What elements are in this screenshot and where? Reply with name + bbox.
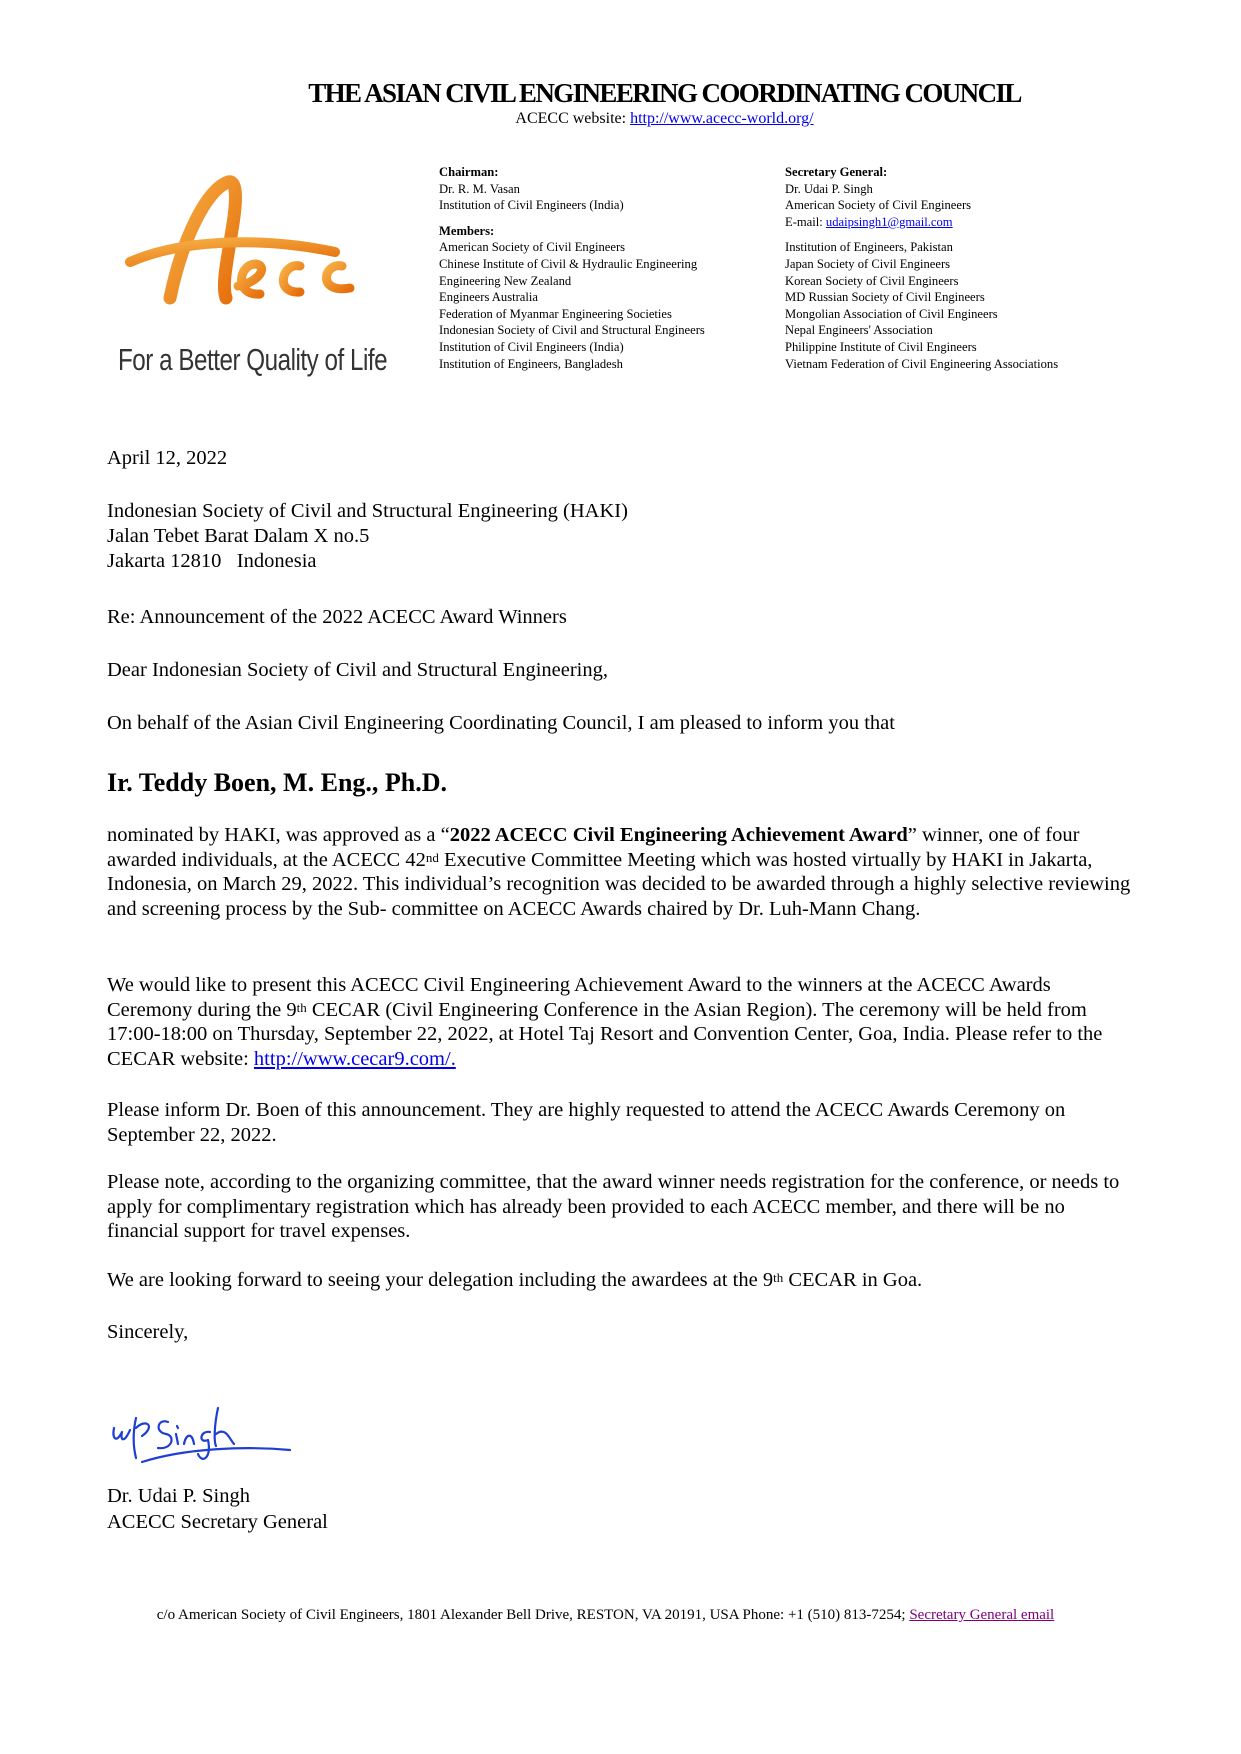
members-label: Members: [439, 223, 495, 238]
member-item: American Society of Civil Engineers [439, 240, 626, 255]
chairman-label: Chairman: [439, 165, 499, 179]
email-link[interactable]: udaipsingh1@gmail.com [825, 214, 953, 229]
secretary-email-link[interactable]: Secretary General email [909, 1607, 1055, 1623]
intro-paragraph: On behalf of the Asian Civil Engineering Coordinating Council, I am pleased to inform you that [107, 712, 895, 734]
member-item: Korean Society of Civil Engineers [785, 273, 959, 288]
chairman-org: Institution of Civil Engineers (India) [439, 198, 624, 213]
address-line: Jalan Tebet Barat Dalam X no.5 [107, 525, 370, 547]
secretary-general-org: American Society of Civil Engineers [785, 198, 972, 213]
letter-date: April 12, 2022 [107, 447, 228, 469]
member-item: Philippine Institute of Civil Engineers [785, 339, 977, 354]
member-item: Institution of Engineers, Pakistan [785, 240, 953, 255]
logo-tagline: For a Better Quality of Life [118, 342, 388, 377]
closing-paragraph: We are looking forward to seeing your delegation including the awardees at the 9th CECAR in Goa. [107, 1269, 923, 1291]
member-item: Vietnam Federation of Civil Engineering Associations [785, 356, 1059, 371]
member-item: Nepal Engineers' Association [785, 323, 933, 338]
website-line [0, 110, 1241, 128]
secretary-general-name: Dr. Udai P. Singh [785, 181, 873, 196]
inform-paragraph: Please inform Dr. Boen of this announcement. They are highly requested to attend the ACECC Awards Ceremony on September 22, 2022. [107, 1099, 1066, 1146]
secretary-members-column [785, 164, 1135, 372]
address-line: Indonesian Society of Civil and Structural Engineering (HAKI) [107, 500, 628, 522]
footer-address: c/o American Society of Civil Engineers, 1801 Alexander Bell Drive, RESTON, VA 20191, USA Phone: +1 (510) 813-7254; Secretary General email [156, 1607, 1055, 1623]
member-item: Japan Society of Civil Engineers [785, 256, 951, 271]
organization-title: THE ASIAN CIVIL ENGINEERING COORDINATING COUNCIL [308, 78, 1021, 108]
ceremony-paragraph: We would like to present this ACECC Civil Engineering Achievement Award to the winners at the ACECC Awards Ceremony during the 9th CECAR (Civil Engineering Conference in the Asian Region). The ceremony will be held from 17:00-18:00 on Thursday, September 22, 2022, at Hotel Taj Resort and Convention Center, Goa, India. Please refer to the CECAR website: http://www.cecar9.com/. [107, 974, 1103, 1070]
member-item: Engineering New Zealand [439, 273, 572, 288]
signer-name: Dr. Udai P. Singh [107, 1485, 250, 1507]
subject-line: Re: Announcement of the 2022 ACECC Award Winners [107, 606, 567, 628]
chairman-members-column [439, 164, 769, 372]
closing: Sincerely, [107, 1321, 189, 1343]
member-item: Engineers Australia [439, 290, 538, 305]
chairman-name: Dr. R. M. Vasan [439, 181, 520, 196]
salutation: Dear Indonesian Society of Civil and Structural Engineering, [107, 659, 608, 681]
address-line: Jakarta 12810 Indonesia [107, 550, 317, 572]
website-label: ACECC website: [515, 110, 631, 127]
awardee-name: Ir. Teddy Boen, M. Eng., Ph.D. [107, 768, 448, 797]
secretary-general-label: Secretary General: [785, 165, 888, 179]
member-item: Indonesian Society of Civil and Structural Engineers [439, 323, 705, 338]
signer-title: ACECC Secretary General [107, 1511, 328, 1533]
registration-paragraph: Please note, according to the organizing committee, that the award winner needs registration for the conference, or needs to apply for complimentary registration which has already been provided to each ACECC member, and there will be no financial support for travel expenses. [107, 1171, 1120, 1242]
handwritten-signature [106, 1388, 306, 1468]
member-item: Mongolian Association of Civil Engineers [785, 306, 998, 321]
member-item: MD Russian Society of Civil Engineers [785, 290, 985, 305]
recipient-address [107, 499, 1137, 574]
award-paragraph: nominated by HAKI, was approved as a “2022 ACECC Civil Engineering Achievement Award” winner, one of four awarded individuals, at the ACECC 42nd Executive Committee Meeting which was hosted virtually by HAKI in Jakarta, Indonesia, on March 29, 2022. This individual’s recognition was decided to be awarded through a highly selective reviewing and screening process by the Sub- committee on ACECC Awards chaired by Dr. Luh-Mann Chang. [107, 824, 1131, 920]
website-link[interactable]: http://www.acecc-world.org/ [630, 110, 814, 127]
member-item: Federation of Myanmar Engineering Societies [439, 306, 672, 321]
cecar-website-link[interactable]: http://www.cecar9.com/. [253, 1047, 456, 1070]
member-item: Institution of Engineers, Bangladesh [439, 356, 623, 371]
member-item: Chinese Institute of Civil & Hydraulic Engineering [439, 256, 698, 271]
email-line [785, 214, 1135, 231]
member-item: Institution of Civil Engineers (India) [439, 339, 624, 354]
award-name: 2022 ACECC Civil Engineering Achievement Award [449, 824, 908, 846]
email-label: E-mail: [785, 214, 826, 229]
